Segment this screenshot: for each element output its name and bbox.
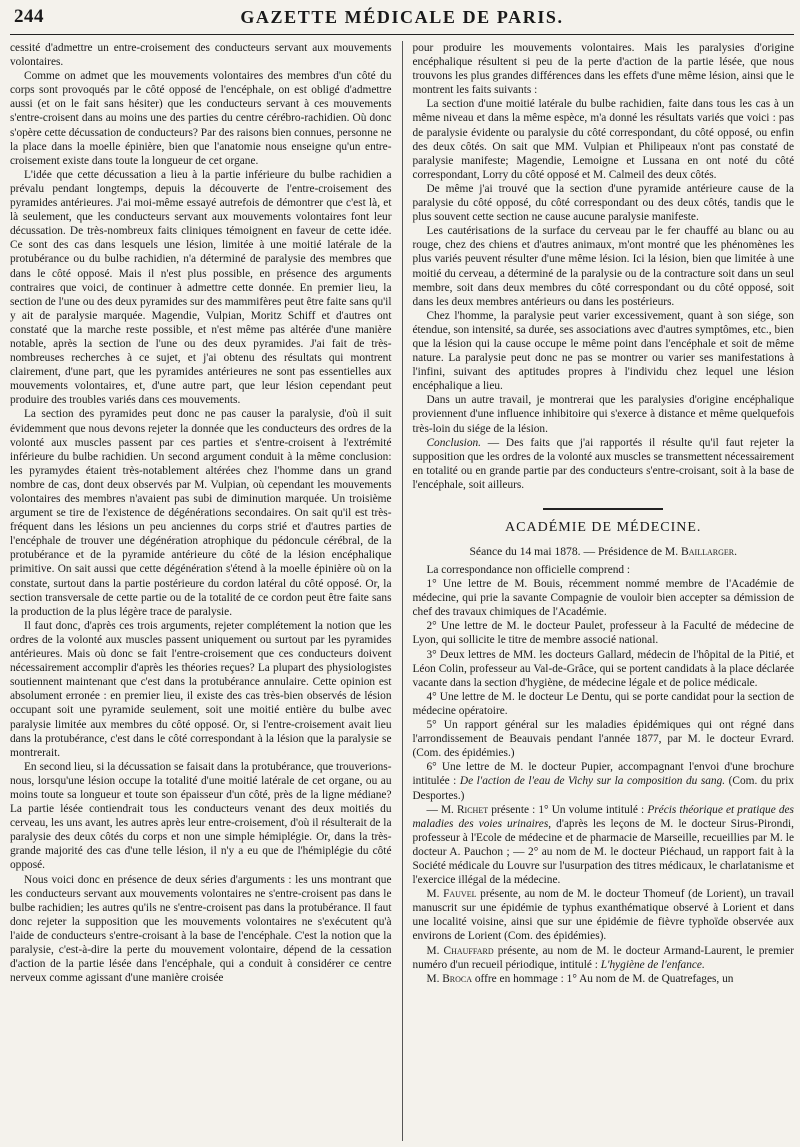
left-column [10, 41, 398, 1141]
paragraph: Nous voici donc en présence de deux séries d'arguments : les uns montrant que les conducteurs servant aux mouvements volontaires ne s'entre-croisent pas dans le bulbe rachidien; les autres qu'ils ne s'entre-croisent pas dans la protubérance. Il faut donc rejeter la supposition que les mouvements volontaires ne s'exécutent qu'à l'aide de conducteurs s'entre-croisant à la base de l'encéphale. C'est la notion que la paralysie, c'est-à-dire la perte du mouvement volontaire, dépend de la cessation d'action de la partie lésée dans l'encéphale, qui a conduit à considérer ce centre nerveux comme agissant d'une manière croisée [10, 873, 392, 985]
fauvel-paragraph [412, 887, 794, 943]
paragraph: cessité d'admettre un entre-croisement des conducteurs servant aux mouvements volontaires. [10, 42, 392, 69]
list-item: 1° Une lettre de M. Bouis, récemment nommé membre de l'Académie de médecine, qui prie la savante Compagnie de vouloir bien accepter sa démission de chef des travaux chimiques de l'Académie. [412, 578, 794, 619]
paragraph: En second lieu, si la décussation se faisait dans la protubérance, que trouverions-nous, lorsqu'une lésion occupe la totalité d'une moitié latérale de cet organe, ou au moins toute sa longueur et toute son épaisseur d'un côté, près de la ligne médiane? La partie lésée contiendrait tous les conducteurs venant des deux moitiés du cerveau, les uns avant, les autres après leur entre-croisement, d'où il résulterait de la paralysie des deux côtés du corps et non une simple hémiplégie. Or, dans la très-grande majorité des cas d'une telle lésion, il n'y a eu que de l'hémiplégie du côté opposé. [10, 760, 392, 872]
broca-name: M. Broca [426, 972, 473, 985]
conclusion-text: — Des faits que j'ai rapportés il résulte qu'il faut rejeter la supposition que les ordres de la volonté aux muscles se transmettent nécessairement en totalité ou en grande partie par des conducteurs s'entre-croisant, soit à la base de l'encéphale, soit ailleurs. [412, 436, 794, 491]
paragraph: De même j'ai trouvé que la section d'une pyramide antérieure cause de la paralysie du côté opposé, du côté correspondant ou des deux côtés, tandis que le plus souvent cette section ne cause aucune paralysie manifeste. [412, 182, 794, 224]
richet-name: M. Richet [440, 803, 489, 816]
paragraph: La section des pyramides peut donc ne pas causer la paralysie, d'où il suit évidemment que nous devons rejeter la donnée que les conducteurs des ordres de la volonté aux muscles passent par ces parties et s'entre-croisent à l'extrémité inférieure du bulbe rachidien. Un second argument conduit à la même conclusion: les pyramydes étaient très-notablement altérées chez l'homme dans un grand nombre de cas, dont deux observés par M. Vulpian, où cependant les mouvements volontaires des membres n'avaient pas subi de diminution marquée. Un troisième argument se tire de l'existence de dégénérations secondaires. On sait qu'il est très-fréquent dans les lésions un peu anciennes du corps strié et d'autres parties de l'encéphale de trouver une dégénération atrophique du pédoncule cérébral, de la protubérance et de la pyramide antérieure du côté de la lésion encéphalique primitive. On sait aussi que cette dégénération s'étend à la moelle épinière où on la constate, surtout dans la partie postérieure du cordon latéral du côté opposé. Or, la section transversale de cette partie ou de la totalité de ce cordon peut être faite sans la production de la plus légère trace de paralysie. [10, 408, 392, 618]
paragraph: pour produire les mouvements volontaires. Mais les paralysies d'origine encéphalique résultent si peu de la perte d'action de la partie lésée, que nous trouvons les plus grandes différences dans les effets d'une même lésion, ainsi que le montrent les faits suivants : [412, 42, 794, 97]
item6-text: 6° Une lettre de M. le docteur Pupier, accompagnant l'envoi d'une brochure intitulée : [412, 761, 794, 788]
seance-president: Baillarger. [681, 545, 737, 558]
page-number: 244 [14, 6, 44, 27]
chauffard-title: L'hygiène de l'enfance. [600, 958, 705, 971]
journal-title: GAZETTE MÉDICALE DE PARIS. [240, 7, 564, 27]
chauffard-paragraph [412, 944, 794, 972]
broca-paragraph [412, 972, 794, 986]
broca-text: offre en hommage : 1° Au nom de M. de Quatrefages, un [472, 972, 734, 985]
seance-text: Séance du 14 mai 1878. — Présidence de M. [469, 545, 682, 558]
seance-line [412, 544, 794, 559]
paragraph: La section d'une moitié latérale du bulbe rachidien, faite dans tous les cas à un même niveau et dans la même espèce, m'a donné les résultats variés que voici : pas de paralysie évidente ou paralysie du côté correspondant, du côté opposé, ou enfin des deux côtés. On sait que MM. Vulpian et Philipeaux n'ont pas constaté de paralysie manifeste; Magendie, Lemoigne et Lussana en ont noté du côté correspondant, Lorry du côté opposé et M. Calmeil des deux côtés. [412, 98, 794, 181]
list-item: 4° Une lettre de M. le docteur Le Dentu, qui se porte candidat pour la section de médecine opératoire. [412, 690, 794, 717]
fauvel-text: présente, au nom de M. le docteur Thomeuf (de Lorient), un travail manuscrit sur une épidémie de typhus exanthématique observé à Lorient et dans une localité voisine, ainsi que sur une épidémie de fièvre typhoïde observée aux environs de Lorient (Com. des épidémies). [412, 888, 794, 943]
chauffard-name: M. Chauffard [426, 944, 494, 957]
paragraph: Chez l'homme, la paralysie peut varier excessivement, quant à son siége, son étendue, son intensité, sa durée, ses associations avec d'autres symptômes, etc., bien que la lésion qui la cause occupe le même point dans l'encéphale et soit de même nature. La paralysie peut donc ne pas se montrer ou varier ses manifestations à l'infini, suivant des aptitudes propres à l'individu chez lequel une lésion encéphalique a lieu. [412, 309, 794, 393]
paragraph: Il faut donc, d'après ces trois arguments, rejeter complétement la notion que les ordres de la volonté aux muscles passent uniquement ou surtout par les pyramides antérieures. Mais où donc se fait l'entre-croisement que ces conducteurs doivent nécessairement accomplir d'après les théories reçues? La plupart des physiologistes soutiennent maintenant que c'est dans la protubérance annulaire. Cette opinion est absolument erronée : en premier lieu, il existe des cas très-bien observés de lésion occupant soit une pyramide seulement, soit une moitié entière du bulbe avec paralysie limitée aux membres du côté opposé. Or, si l'entre-croisement avait lieu dans la protubérance, c'est dans le côté correspondant à la lésion que la paralysie se montrerait. [10, 619, 392, 759]
conclusion-paragraph [412, 436, 794, 492]
fauvel-name: M. Fauvel [426, 888, 477, 901]
paragraph: Dans un autre travail, je montrerai que les paralysies d'origine encéphalique proviennent d'une influence inhibitoire qui s'exerce à distance et même quelquefois très-loin du siége de la lésion. [412, 394, 794, 435]
list-item: 2° Une lettre de M. le docteur Paulet, professeur à la Faculté de médecine de Lyon, qui sollicite le titre de membre associé national. [412, 620, 794, 647]
two-column-body [10, 41, 794, 1141]
item6-tail: (Com. du prix Desportes.) [412, 775, 794, 802]
richet-text2: , d'après les leçons de M. le docteur Sirus-Pirondi, professeur à l'Ecole de médecine et de pharmacie de Marseille, recueillies par M. le docteur A. Pauchon ; — 2° au nom de M. le docteur Piéchaud, un rapport fait à la Société médicale du Louvre sur l'usurpation des titres médicaux, le charlatanisme et l'exercice illégal de la médecine. [412, 817, 794, 887]
paragraph: La correspondance non officielle comprend : [426, 564, 631, 576]
section-separator-rule [543, 508, 663, 510]
item6-title: De l'action de l'eau de Vichy sur la composition du sang. [459, 775, 726, 788]
column-divider [402, 41, 403, 1141]
richet-paragraph: — M. Richet présente : 1° Un volume intitulé : Précis théorique et pratique des maladies des voies urinaires, d'après les leçons de M. le docteur Sirus-Pirondi, professeur à l'Ecole de médecine et de pharmacie de Marseille, recueillies par M. le docteur A. Pauchon ; — 2° au nom de M. le docteur Piéchaud, un rapport fait à la Société médicale du Louvre sur l'usurpation des titres médicaux, le charlatanisme et l'exercice illégal de la médecine. [412, 803, 794, 887]
paragraph: L'idée que cette décussation a lieu à la partie inférieure du bulbe rachidien a prévalu pendant longtemps, depuis la découverte de l'entre-croisement des pyramides antérieures. J'ai moi-même essayé autrefois de démontrer que c'est là, et là seulement, que les conducteurs servant aux mouvements volontaires font leur décussation. De très-nombreux faits cliniques témoignent en faveur de cette idée. Ce sont des cas dans lesquels une lésion, limitée à une moitié latérale de la protubérance ou du bulbe rachidien, n'a déterminé de paralysie des membres que dans le côté opposé. Mais il n'est plus possible, en présence des arguments contraires que voici, de continuer à admettre cette donnée. En premier lieu, la section de l'une ou des deux pyramides sur des mammifères peut être faite sans qu'il y ait de paralysie marquée. Magendie, Vulpian, Moritz Schiff et d'autres ont constaté que la marche reste possible, et n'est même pas altérée d'une manière notable, après la section de l'une ou des deux pyramides. J'ai fait de très-nombreuses recherches à ce sujet, et j'ai obtenu des résultats qui montrent clairement, d'une part, que les pyramides antérieures ne sont pas essentielles aux mouvements volontaires, et, d'une autre part, que leur lésion cependant peut produire des troubles variés dans ces mouvements. [10, 168, 392, 407]
paragraph: Les cautérisations de la surface du cerveau par le fer chauffé au blanc ou au rouge, chez des chiens et d'autres animaux, m'ont montré que les phénomènes les plus variés peuvent résulter d'une même lésion. Ici la lésion, bien que limitée à une moitié du cerveau, a déterminé de la paralysie ou de la contracture soit dans un seul membre, soit dans deux membres du côté correspondant ou du côté opposé, soit dans les deux membres antérieurs ou dans les postérieurs. [412, 225, 794, 308]
richet-text1: présente : 1° Un volume intitulé : [488, 803, 648, 816]
academie-section-title: ACADÉMIE DE MÉDECINE. [505, 520, 702, 535]
richet-title: Précis théorique et pratique des maladies des voies urinaires [412, 803, 794, 830]
list-item: 5° Un rapport général sur les maladies épidémiques qui ont régné dans l'arrondissement de Beauvais pendant l'année 1877, par M. le docteur Evrard. (Com. des épidémies.) [412, 719, 794, 760]
right-column [406, 41, 794, 1141]
paragraph: Comme on admet que les mouvements volontaires des membres d'un côté du corps sont provoqués par le côté opposé de l'encéphale, on est obligé d'admettre aussi (et on le fait sans hésiter) que les conducteurs servant à ces mouvements s'entre-croisent dans au moins une des parties du centre cérébro-rachidien. Où donc s'opère cette décussation de conducteurs? Par des raisons bien connues, personne ne la place dans la moelle épinière, bien que l'anatomie nous enseigne qu'un entre-croisement existe dans toute la longueur de cet organe. [10, 70, 392, 167]
list-item: 3° Deux lettres de MM. les docteurs Gallard, médecin de l'hôpital de la Pitié, et Léon Colin, professeur au Val-de-Grâce, qui se portent candidats à la place déclarée vacante dans la section d'hygiène, de médecine légale et de police médicale. [412, 648, 794, 689]
conclusion-label: Conclusion. [426, 436, 481, 449]
list-item [412, 760, 794, 802]
chauffard-text: présente, au nom de M. le docteur Armand-Laurent, le premier numéro d'un recueil périodique, intitulé : [412, 944, 794, 971]
page-header [10, 4, 794, 35]
